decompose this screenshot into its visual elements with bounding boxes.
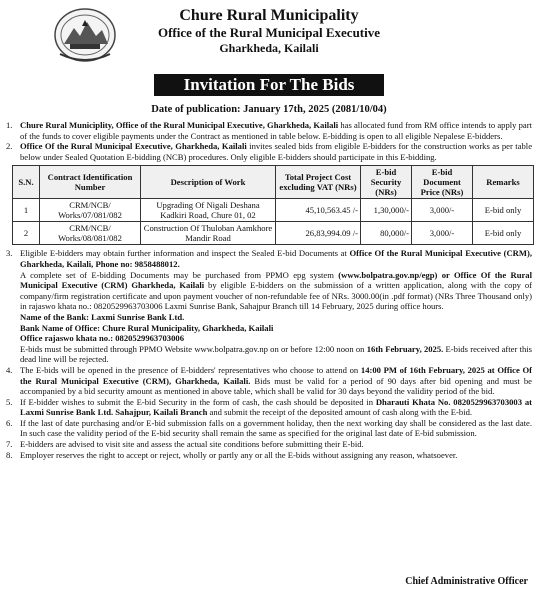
cell-cost: 45,10,563.45 /- (276, 199, 361, 222)
location: Gharkheda, Kailali (219, 41, 319, 55)
col-security: E-bid Security (NRs) (361, 166, 412, 199)
bank-details: Name of the Bank: Laxmi Sunrise Bank Ltd. Bank Name of Office: Chure Rural Municipality, Gharkheda, Kailali Office rajaswo khata no.: 0820529963703006 (20, 311, 274, 344)
table-row (13, 222, 534, 245)
cell-remarks: E-bid only (473, 199, 534, 222)
paragraph-3-deadline: E-bids must be submitted through PPMO Website www.bolpatra.gov.np on or before 12:00 noon on 16th February, 2025. E-bids received after this dead line will be rejected. (20, 343, 532, 365)
cell-contract-id: CRM/NCB/ Works/08/081/082 (40, 222, 141, 245)
col-sn: S.N. (13, 166, 40, 199)
signature-title: Chief Administrative Officer (405, 576, 528, 587)
cell-remarks: E-bid only (473, 222, 534, 245)
cell-doc-price: 3,000/- (412, 222, 473, 245)
paragraph-4: 4. The E-bids will be opened in the presence of E-bidders' representatives who choose to attend on 14:00 PM of 16th February, 2025 at Office Of the Rural Municipal Executive (CRM), Gharkheda, Kailali. Bids must be valid for a period of 90 days after bid opening and must be accompanied by a bid security amount as mentioned in above table, which shall be valid for 30 days beyond the validity period of the bid. (6, 364, 533, 397)
paragraph-2: 2. Office Of the Rural Municipal Executive, Gharkheda, Kailali invites sealed bids from eligible E-bidders for the construction works as per table below under Sealed Quotation E-bidding (NCB) procedures. Only eligible E-bidders should participate in this E-bidding. (6, 141, 533, 162)
cell-sn: 1 (13, 199, 40, 222)
cell-security: 1,30,000/- (361, 199, 412, 222)
paragraph-3: 3. Eligible E-bidders may obtain further information and inspect the Sealed E-bid Documents at Office Of the Rural Municipal Executive (CRM), Gharkheda, Kailali, Phone no: 9858488012. (6, 248, 532, 269)
cell-contract-id: CRM/NCB/ Works/07/081/082 (40, 199, 141, 222)
cell-description: Upgrading Of Nigali Deshana Kadkiri Road, Chure 01, 02 (141, 199, 276, 222)
col-cost: Total Project Cost excluding VAT (NRs) (276, 166, 361, 199)
cell-doc-price: 3,000/- (412, 199, 473, 222)
paragraph-7: 7. E-bidders are advised to visit site and assess the actual site conditions before submitting their E-bid. (6, 439, 364, 450)
cell-sn: 2 (13, 222, 40, 245)
col-remarks: Remarks (473, 166, 534, 199)
paragraph-6: 6. If the last of date purchasing and/or E-bid submission falls on a government holiday, then the next working day shall be considered as the last date. In such case the validity period of the E-bid security shall remain the same as specified for the original last date of E-bid submission. (6, 417, 532, 439)
title-banner: Invitation For The Bids (154, 74, 384, 96)
cell-description: Construction Of Thuloban Aamkhore Mandir Road (141, 222, 276, 245)
col-contract-id: Contract Identification Number (40, 166, 141, 199)
paragraph-5: 5. If E-bidder wishes to submit the E-bid Security in the form of cash, the cash should be deposited in Dharauti Khata No. 0820529963703003 at Laxmi Sunrise Bank Ltd. Sahajpur, Kailali Branch and submit the receipt of the deposited amount of cash along with the E-bid. (6, 396, 533, 418)
col-description: Description of Work (141, 166, 276, 199)
publication-date: Date of publication: January 17th, 2025 (2081/10/04) (151, 104, 387, 115)
cell-security: 80,000/- (361, 222, 412, 245)
col-doc-price: E-bid Document Price (NRs) (412, 166, 473, 199)
municipality-emblem-icon (52, 6, 118, 64)
table-header-row (13, 166, 534, 199)
office-name: Office of the Rural Municipal Executive (157, 25, 381, 40)
paragraph-1: 1. Chure Rural Municiplity, Office of the Rural Municipal Executive, Gharkheda, Kailali has allocated fund from RM office intends to apply part of the funds to cover eligible payments under the Contract as mentioned in table below. E-bidding is open to all eligible Nepalese E-bidders. (6, 120, 532, 141)
notice-header (6, 6, 532, 68)
contracts-table (12, 165, 534, 245)
paragraph-3-purchase: A complete set of E-bidding Documents may be purchased from PPMO epg system (www.bolpatra.gov.np/egp) or Office Of the Rural Municipal Executive (CRM) Gharkheda, Kailali by eligible E-bidders on the submission of a written application, along with the copy of company/firm registration certificate and upon payment voucher of non-refundable fee of NRs. 3000.00(in .pdf format) (NRs Three Thousand only) in rajaswo khata no.: 0820529963703006 Laxmi Sunrise Bank, Sahajpur Branch till 14 February, 2025 during office hours. (20, 269, 532, 312)
table-row (13, 199, 534, 222)
paragraph-8: 8. Employer reserves the right to accept or reject, wholly or partly any or all the E-bids without assigning any reason, whatsoever. (6, 449, 458, 460)
org-name: Chure Rural Municipality (179, 7, 359, 24)
cell-cost: 26,83,994.09 /- (276, 222, 361, 245)
